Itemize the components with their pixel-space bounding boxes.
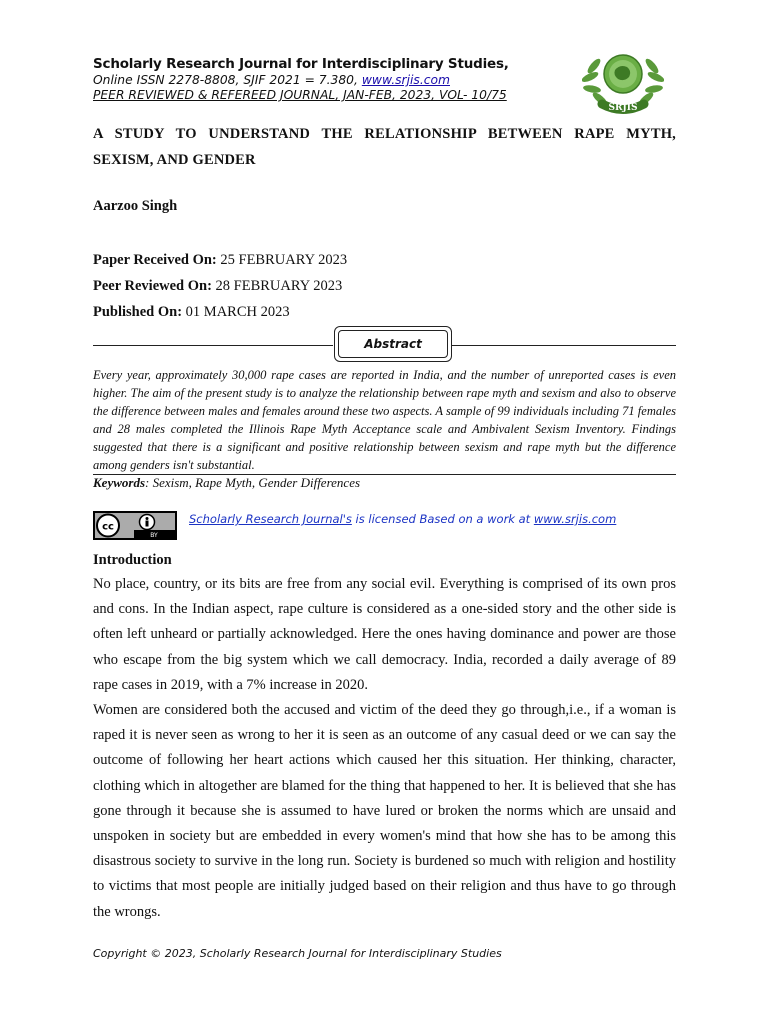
journal-title: Scholarly Research Journal for Interdisciplinary Studies, bbox=[93, 56, 509, 72]
issn-text: Online ISSN 2278-8808, SJIF 2021 = 7.380, bbox=[93, 73, 358, 87]
license-middle-text: is licensed Based on a work at bbox=[351, 512, 534, 526]
introduction-body bbox=[93, 572, 676, 925]
reviewed-label: Peer Reviewed On: bbox=[93, 278, 212, 294]
reviewed-date-row bbox=[93, 273, 347, 299]
received-label: Paper Received On: bbox=[93, 252, 217, 268]
journal-website-link[interactable]: www.srjis.com bbox=[361, 73, 450, 87]
journal-logo bbox=[582, 44, 664, 116]
journal-license-link[interactable]: Scholarly Research Journal's bbox=[189, 512, 352, 526]
received-date-row bbox=[93, 247, 347, 273]
paper-dates bbox=[93, 247, 347, 325]
keywords bbox=[93, 474, 360, 492]
paper-title: A STUDY TO UNDERSTAND THE RELATIONSHIP BETWEEN RAPE MYTH, SEXISM, AND GENDER bbox=[93, 126, 676, 168]
received-value: 25 FEBRUARY 2023 bbox=[220, 252, 348, 268]
issn-line bbox=[93, 73, 573, 88]
abstract-divider-left bbox=[93, 345, 333, 346]
introduction-heading: Introduction bbox=[93, 552, 172, 568]
keywords-list: : Sexism, Rape Myth, Gender Differences bbox=[145, 475, 361, 490]
srjis-license-link[interactable]: www.srjis.com bbox=[533, 512, 617, 526]
copyright-footer: Copyright © 2023, Scholarly Research Journal for Interdisciplinary Studies bbox=[93, 947, 502, 960]
cc-by-license-badge[interactable] bbox=[93, 511, 177, 540]
published-value: 01 MARCH 2023 bbox=[185, 304, 290, 320]
abstract-heading-box bbox=[334, 326, 452, 362]
license-statement bbox=[189, 512, 616, 526]
author-name: Aarzoo Singh bbox=[93, 198, 178, 214]
reviewed-value: 28 FEBRUARY 2023 bbox=[215, 278, 343, 294]
svg-text:SRJIS: SRJIS bbox=[608, 103, 638, 113]
journal-header bbox=[93, 56, 573, 103]
introduction-paragraph-2: Women are considered both the accused and victim of the deed they go through,i.e., if a woman is raped it is never seen as wrong to her it is seen as an outcome of any casual deed or we can say the outcome of following her heart actions which caused her this situation. Her thinking, character, clothing which in altogether are blamed for the thing that happened to her. It is believed that she has gone through it because she is assumed to have lured or broken the norms which are unsaid and unspoken in society but are embedded in every women's mind that how she has to be among this disastrous society to survive in the long run. Society is burdened so much with religion and hostility to victims that most people are initially judged based on their religion and thus have to go through the wrongs. bbox=[93, 702, 676, 920]
introduction-paragraph-1: No place, country, or its bits are free from any social evil. Everything is comprised of its own pros and cons. In the Indian aspect, rape culture is considered as a one-sided story and the other side is often left unheard or partially acknowledged. Here the ones having dominance and power are those who escape from the big system which we call democracy. India, recorded a daily average of 89 rape cases in 2019, with a 7% increase in 2020. bbox=[93, 576, 676, 693]
keywords-label: Keywords bbox=[93, 475, 145, 490]
abstract-divider-right bbox=[452, 345, 676, 346]
svg-text:BY: BY bbox=[150, 532, 158, 539]
abstract-text: Every year, approximately 30,000 rape cases are reported in India, and the number of unreported cases is even higher. The aim of the present study is to analyze the relationship between rape myth and sexism and also to observe the difference between males and females around these two aspects. A sample of 99 individuals including 71 females and 28 males completed the Illinois Rape Myth Acceptance scale and Ambivalent Sexism Inventory. Findings suggested that there is a significant and positive relationship between sexism and rape myth but the difference among genders isn't substantial. bbox=[93, 368, 676, 472]
review-line: PEER REVIEWED & REFEREED JOURNAL, JAN-FEB, 2023, VOL- 10/75 bbox=[93, 88, 507, 102]
published-label: Published On: bbox=[93, 304, 183, 320]
published-date-row bbox=[93, 299, 347, 325]
svg-text:cc: cc bbox=[102, 521, 114, 533]
abstract-heading: Abstract bbox=[338, 330, 448, 358]
